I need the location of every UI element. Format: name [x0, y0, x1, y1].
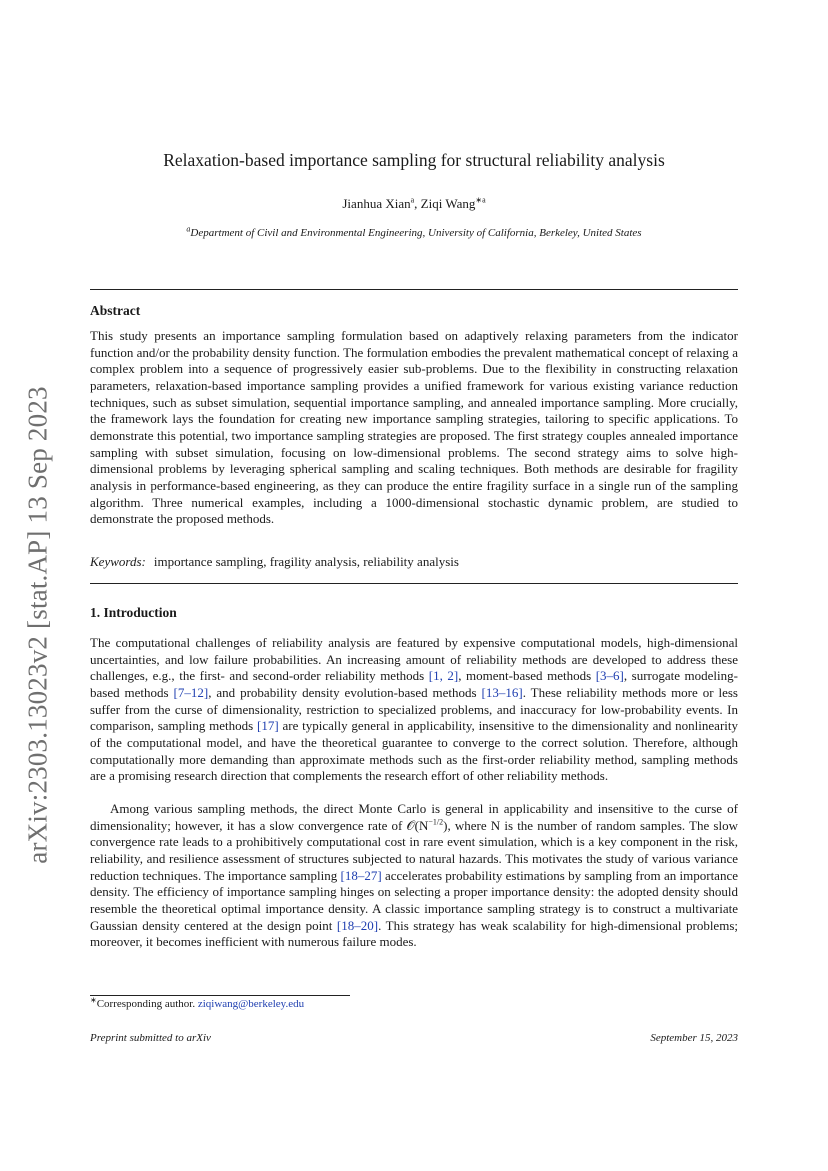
- intro-paragraph-1: [90, 635, 738, 785]
- author-name: Jianhua Xian: [342, 196, 411, 211]
- paper-title: Relaxation-based importance sampling for structural reliability analysis: [163, 150, 665, 170]
- affiliation-mark: ∗a: [475, 195, 486, 205]
- intro-paragraph-2: [90, 801, 738, 951]
- affiliation-text: Department of Civil and Environmental Engineering, University of California, Berkeley, United States: [190, 227, 642, 239]
- divider: [90, 289, 738, 290]
- abstract-heading: Abstract: [90, 303, 141, 318]
- arxiv-sidebar: [8, 365, 68, 885]
- author-name: Ziqi Wang: [420, 196, 476, 211]
- footnote-label: Corresponding author.: [96, 998, 198, 1010]
- text-run: . These reliability methods more or less suffer from the curse of dimensionality, restriction to specialized problems, and inaccuracy for low-probability events. In comparison, sampling methods: [90, 684, 738, 734]
- divider: [90, 583, 738, 584]
- section-heading: 1. Introduction: [90, 605, 177, 620]
- text-run: accelerates probability estimations by sampling from an importance density. The efficiency of importance sampling hinges on selecting a proper importance density: the adopted density should resemble the theoretical optimal importance density. A classic importance sampling strategy is to construct a multivariate Gaussian density centered at the design point: [90, 867, 738, 933]
- email-link[interactable]: ziqiwang@berkeley.edu: [197, 998, 305, 1010]
- affiliation-mark: a: [186, 224, 191, 234]
- text-run: . This strategy has weak scalability for high-dimensional problems; moreover, it becomes inefficient with numerous failure modes.: [90, 917, 738, 950]
- footnote-mark: ∗: [90, 995, 97, 1005]
- citation-link[interactable]: [1, 2]: [428, 668, 459, 684]
- citation-link[interactable]: [18–27]: [340, 867, 382, 883]
- exponent: −1/2: [428, 817, 444, 827]
- text-run: ), where N is the number of random samples. The slow convergence rate leads to a prohibitively computational cost in rare event simulation, which is a key component in the risk, reliability, and resilience assessment of structures subjected to natural hazards. This motivates the study of various variance reduction techniques. The importance sampling: [90, 817, 738, 883]
- arxiv-identifier: arXiv:2303.13023v2 [stat.AP] 13 Sep 2023: [22, 386, 53, 864]
- affiliation: [90, 224, 738, 239]
- citation-link[interactable]: [3–6]: [595, 668, 624, 684]
- footnote-divider: [90, 995, 350, 996]
- abstract-text: This study presents an importance sampling formulation based on adaptively relaxing parameters from the indicator function and/or the probability density function. The formulation embodies the prevalent mathematical concept of relaxing a complex problem into a sequence of progressively easier sub-problems. Due to the flexibility in constructing relaxation parameters, relaxation-based importance sampling provides a unified framework for various existing variance reduction techniques, such as subset simulation, sequential importance sampling, and annealed importance sampling. More crucially, the framework lays the foundation for creating new importance sampling strategies, tailoring to specific applications. To demonstrate this potential, two importance sampling strategies are proposed. The first strategy couples annealed importance sampling with subset simulation, focusing on low-dimensional problems. The second strategy aims to solve high-dimensional problems by leveraging spherical sampling and scaling techniques. Both methods are desirable for fragility analysis in performance-based engineering, as they can produce the entire fragility surface in a single run of the sampling algorithm. Three numerical examples, including a 1000-dimensional stochastic dynamic problem, are studied to demonstrate the proposed methods.: [90, 328, 738, 527]
- citation-link[interactable]: [18–20]: [336, 917, 379, 933]
- footnote: [90, 995, 305, 1010]
- keywords-text: importance sampling, fragility analysis, reliability analysis: [153, 554, 459, 569]
- keywords-line: [90, 554, 459, 570]
- footer-date: September 15, 2023: [650, 1032, 738, 1044]
- text-run: are typically general in applicability, insensitive to the dimensionality and nonlinearity of the computational model, and have the theoretical guarantee to converge to the correct solution. Therefore, although computationally more demanding than approximate methods such as the first-order reliability method, sampling methods are a promising research direction that complements the research effort of other reliability methods.: [90, 718, 739, 784]
- text-run: , moment-based methods: [458, 668, 596, 684]
- keywords-label: Keywords:: [90, 554, 146, 569]
- text-run: , and probability density evolution-based methods: [208, 684, 482, 700]
- author-line: [90, 196, 738, 212]
- text-run: The computational challenges of reliability analysis are featured by expensive computational models, high-dimensional uncertainties, and low failure probabilities. An increasing amount of reliability methods are developed to address these challenges, e.g., the first- and second-order reliability methods: [90, 635, 738, 684]
- footer-preprint: Preprint submitted to arXiv: [90, 1032, 211, 1044]
- citation-link[interactable]: [17]: [257, 718, 279, 734]
- author-separator: ,: [414, 196, 421, 211]
- citation-link[interactable]: [7–12]: [173, 684, 209, 700]
- citation-link[interactable]: [13–16]: [481, 684, 523, 700]
- text-run: , surrogate modeling-based methods: [90, 668, 738, 700]
- text-run: Among various sampling methods, the direct Monte Carlo is general in applicability and insensitive to the curse of dimensionality; however, it has a slow convergence rate of 𝒪(N: [90, 801, 738, 833]
- affiliation-mark: a: [410, 195, 415, 205]
